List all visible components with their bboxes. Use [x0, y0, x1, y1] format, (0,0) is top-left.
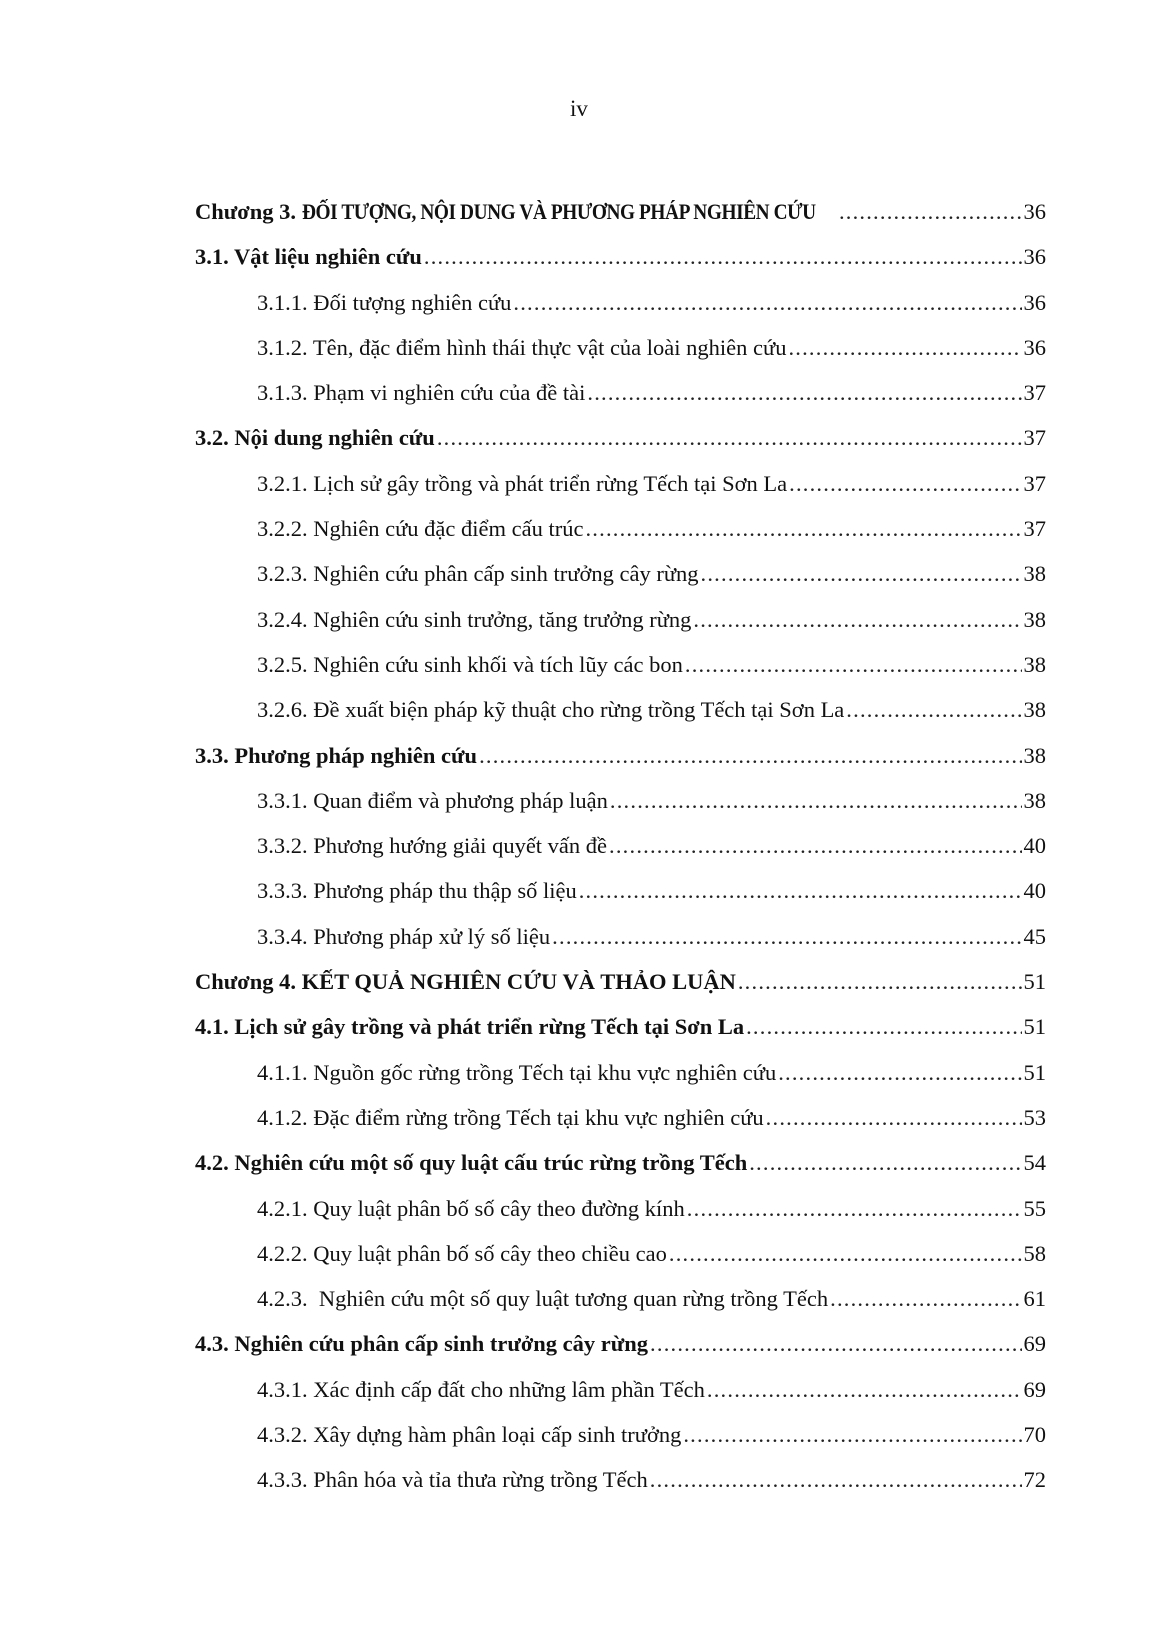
dot-leader	[746, 1011, 1021, 1043]
toc-entry-page: 37	[1023, 516, 1046, 542]
toc-entry-page: 55	[1023, 1195, 1046, 1221]
toc-entry[interactable]	[195, 332, 1046, 377]
dot-leader	[552, 921, 1021, 953]
dot-leader	[609, 830, 1021, 862]
toc-entry-title: 4.1. Lịch sử gây trồng và phát triển rừng Tếch tại Sơn La	[195, 1014, 745, 1040]
toc-entry[interactable]	[195, 1328, 1046, 1373]
toc-entry[interactable]	[195, 1419, 1046, 1464]
toc-entry-page: 69	[1023, 1376, 1046, 1402]
toc-entry[interactable]	[195, 1147, 1046, 1192]
toc-entry-title: 4.2.3. Nghiên cứu một số quy luật tương quan rừng trồng Tếch	[257, 1286, 829, 1312]
toc-entry[interactable]	[195, 875, 1046, 920]
toc-entry-page: 40	[1023, 833, 1046, 859]
page-number: iv	[570, 96, 588, 121]
toc-entry-page: 37	[1023, 425, 1046, 451]
toc-entry[interactable]	[195, 241, 1046, 286]
toc-entry-title: 3.1.2. Tên, đặc điểm hình thái thực vật của loài nghiên cứu	[257, 334, 787, 360]
toc-entry-page: 51	[1023, 1059, 1046, 1085]
toc-entry-title: 4.2. Nghiên cứu một số quy luật cấu trúc rừng trồng Tếch	[195, 1150, 748, 1176]
toc-entry[interactable]	[195, 1238, 1046, 1283]
toc-entry[interactable]	[195, 921, 1046, 966]
dot-leader	[587, 377, 1021, 409]
toc-entry[interactable]	[195, 468, 1046, 513]
dot-leader	[579, 875, 1022, 907]
toc-entry-page: 45	[1023, 923, 1046, 949]
dot-leader	[585, 513, 1021, 545]
dot-leader	[788, 332, 1021, 364]
toc-entry-page: 61	[1023, 1286, 1046, 1312]
toc-entry-page: 38	[1023, 561, 1046, 587]
dot-leader	[778, 1057, 1021, 1089]
dot-leader	[513, 287, 1021, 319]
toc-entry-title	[195, 966, 736, 998]
toc-entry-page: 72	[1023, 1467, 1046, 1493]
toc-entry-title: 4.3.2. Xây dựng hàm phân loại cấp sinh trưởng	[257, 1422, 682, 1448]
toc-entry[interactable]	[195, 1283, 1046, 1328]
chapter-separator: .	[290, 969, 302, 995]
toc-entry-page: 53	[1023, 1104, 1046, 1130]
toc-entry[interactable]	[195, 694, 1046, 739]
dot-leader	[669, 1238, 1022, 1270]
toc-entry-title: 3.3.1. Quan điểm và phương pháp luận	[257, 787, 608, 813]
dot-leader	[839, 196, 1022, 228]
toc-entry-page: 37	[1023, 470, 1046, 496]
chapter-title: ĐỐI TƯỢNG, NỘI DUNG VÀ PHƯƠNG PHÁP NGHIÊN CỨU	[301, 199, 816, 224]
toc-entry-chapter-4[interactable]	[195, 966, 1046, 1011]
toc-entry-page: 38	[1023, 742, 1046, 768]
toc-entry[interactable]	[195, 1464, 1046, 1509]
dot-leader	[701, 558, 1022, 590]
toc-entry[interactable]	[195, 1193, 1046, 1238]
dot-leader	[479, 740, 1021, 772]
toc-entry-page: 38	[1023, 651, 1046, 677]
toc-entry-title: 3.2.4. Nghiên cứu sinh trưởng, tăng trưởng rừng	[257, 606, 692, 632]
toc-entry-title: 4.2.2. Quy luật phân bố số cây theo chiều cao	[257, 1240, 667, 1266]
toc-entry-page: 36	[1023, 244, 1046, 270]
toc-entry-page: 37	[1023, 380, 1046, 406]
toc-entry-page: 58	[1023, 1240, 1046, 1266]
toc-entry-title: 3.1.1. Đối tượng nghiên cứu	[257, 289, 512, 315]
toc-entry-title: 4.1.1. Nguồn gốc rừng trồng Tếch tại khu vực nghiên cứu	[257, 1059, 777, 1085]
chapter-label: Chương 3	[195, 199, 291, 224]
toc-entry-title: 4.3.3. Phân hóa và tỉa thưa rừng trồng Tếch	[257, 1467, 648, 1493]
toc-entry-page: 70	[1023, 1422, 1046, 1448]
toc-entry[interactable]	[195, 785, 1046, 830]
dot-leader	[650, 1328, 1021, 1360]
dot-leader	[685, 649, 1022, 681]
toc-entry-page: 36	[1023, 289, 1046, 315]
dot-leader	[650, 1464, 1022, 1496]
dot-leader	[707, 1374, 1022, 1406]
toc-entry-title: 3.2. Nội dung nghiên cứu	[195, 425, 435, 451]
chapter-separator: .	[290, 199, 302, 224]
toc-entry-title	[195, 196, 837, 228]
dot-leader	[424, 241, 1022, 273]
toc-entry-page: 38	[1023, 697, 1046, 723]
toc-entry-page: 51	[1023, 969, 1046, 995]
dot-leader	[830, 1283, 1021, 1315]
chapter-title: KẾT QUẢ NGHIÊN CỨU VÀ THẢO LUẬN	[301, 969, 736, 995]
chapter-label: Chương 4	[195, 969, 291, 995]
dot-leader	[683, 1419, 1021, 1451]
toc-entry-title: 3.3. Phương pháp nghiên cứu	[195, 742, 478, 768]
dot-leader	[766, 1102, 1022, 1134]
toc-entry-page: 38	[1023, 787, 1046, 813]
toc-entry-title: 3.3.3. Phương pháp thu thập số liệu	[257, 878, 577, 904]
dot-leader	[437, 422, 1022, 454]
toc-entry-page: 69	[1023, 1331, 1046, 1357]
toc-entry[interactable]	[195, 1057, 1046, 1102]
toc-entry-title: 3.2.1. Lịch sử gây trồng và phát triển rừng Tếch tại Sơn La	[257, 470, 788, 496]
toc-entry-title: 3.1. Vật liệu nghiên cứu	[195, 244, 422, 270]
toc-entry-page: 54	[1023, 1150, 1046, 1176]
toc-entry-title: 3.2.2. Nghiên cứu đặc điểm cấu trúc	[257, 516, 584, 542]
dot-leader	[789, 468, 1021, 500]
toc-entry[interactable]	[195, 830, 1046, 875]
toc-entry-title: 4.3. Nghiên cứu phân cấp sinh trưởng cây rừng	[195, 1331, 649, 1357]
table-of-contents	[195, 196, 1046, 1510]
dot-leader	[749, 1147, 1021, 1179]
toc-entry[interactable]	[195, 604, 1046, 649]
toc-entry-title: 3.2.3. Nghiên cứu phân cấp sinh trưởng cây rừng	[257, 561, 699, 587]
toc-entry[interactable]	[195, 1374, 1046, 1419]
toc-entry-chapter-3[interactable]	[195, 196, 1046, 241]
toc-entry-title: 3.2.6. Đề xuất biện pháp kỹ thuật cho rừng trồng Tếch tại Sơn La	[257, 697, 845, 723]
toc-entry-page: 36	[1023, 334, 1046, 360]
toc-entry[interactable]	[195, 649, 1046, 694]
dot-leader	[693, 604, 1021, 636]
toc-entry-page: 51	[1023, 1014, 1046, 1040]
toc-entry-title: 3.2.5. Nghiên cứu sinh khối và tích lũy các bon	[257, 651, 683, 677]
dot-leader	[738, 966, 1022, 998]
toc-entry[interactable]	[195, 422, 1046, 467]
toc-entry-page: 40	[1023, 878, 1046, 904]
toc-entry-title: 4.1.2. Đặc điểm rừng trồng Tếch tại khu vực nghiên cứu	[257, 1104, 764, 1130]
toc-entry-page: 36	[1023, 199, 1046, 224]
dot-leader	[610, 785, 1022, 817]
toc-entry[interactable]	[195, 287, 1046, 332]
toc-entry-title: 3.3.4. Phương pháp xử lý số liệu	[257, 923, 551, 949]
toc-entry[interactable]	[195, 558, 1046, 603]
toc-entry[interactable]	[195, 1102, 1046, 1147]
toc-entry-title: 3.3.2. Phương hướng giải quyết vấn đề	[257, 833, 608, 859]
toc-entry-title: 4.3.1. Xác định cấp đất cho những lâm phần Tếch	[257, 1376, 705, 1402]
toc-entry-title: 3.1.3. Phạm vi nghiên cứu của đề tài	[257, 380, 586, 406]
toc-entry[interactable]	[195, 740, 1046, 785]
dot-leader	[687, 1193, 1022, 1225]
toc-entry[interactable]	[195, 377, 1046, 422]
toc-entry[interactable]	[195, 513, 1046, 558]
toc-entry-page: 38	[1023, 606, 1046, 632]
toc-entry[interactable]	[195, 1011, 1046, 1056]
dot-leader	[846, 694, 1021, 726]
toc-entry-title: 4.2.1. Quy luật phân bố số cây theo đường kính	[257, 1195, 685, 1221]
